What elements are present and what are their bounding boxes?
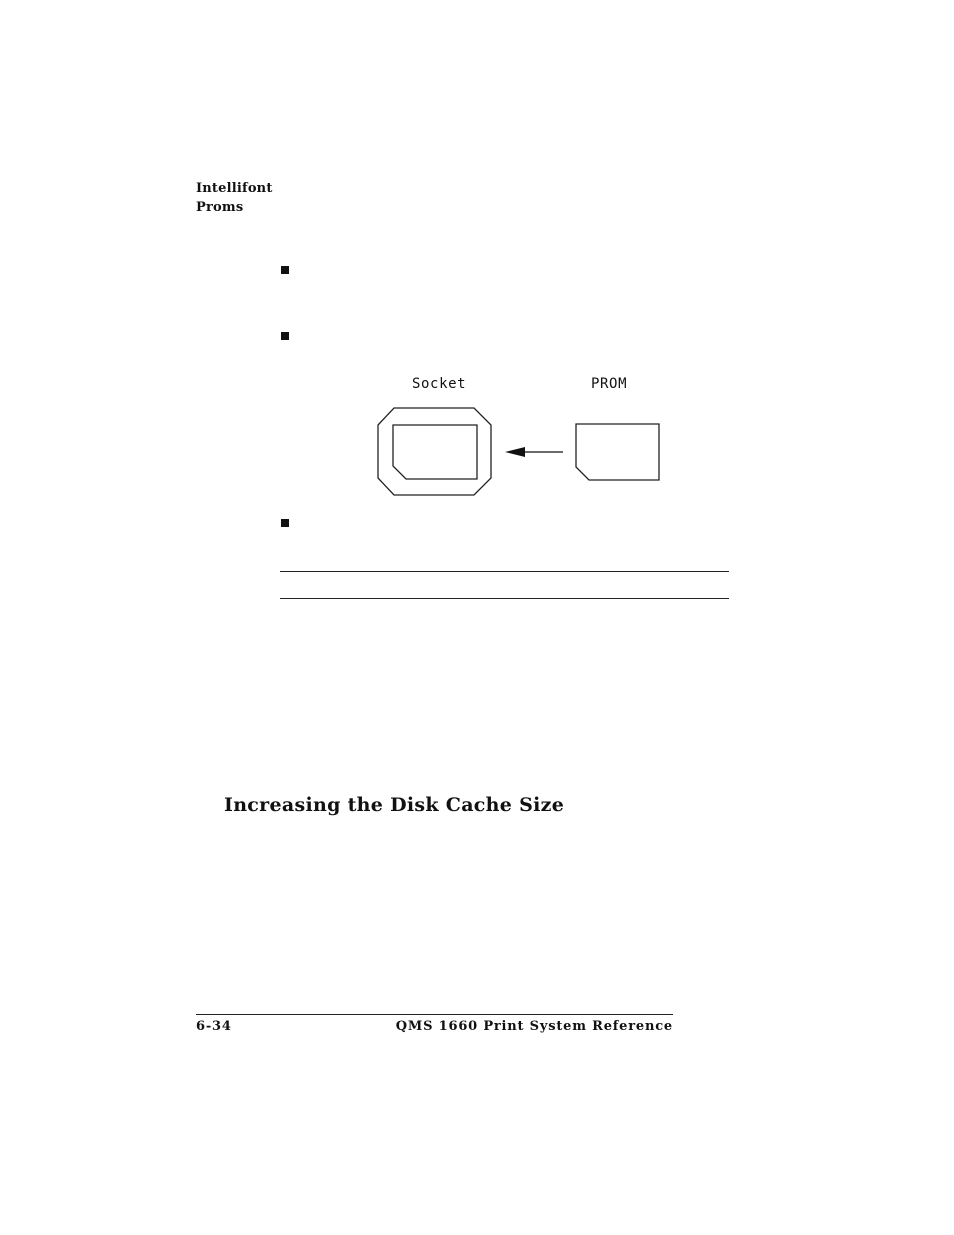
- footer-rule: [196, 1014, 673, 1015]
- margin-heading-line2: Proms: [196, 200, 244, 215]
- page-number: 6-34: [196, 1019, 232, 1034]
- document-title: QMS 1660 Print System Reference: [395, 1019, 673, 1034]
- table-top-rule: [280, 571, 729, 572]
- bullet-marker: [281, 519, 289, 527]
- margin-heading: [196, 179, 273, 217]
- arrow-head: [505, 447, 525, 457]
- section-heading: Increasing the Disk Cache Size: [224, 794, 565, 816]
- socket-cavity: [393, 425, 477, 479]
- bullet-marker: [281, 332, 289, 340]
- socket-outline: [378, 408, 491, 495]
- bullet-marker: [281, 266, 289, 274]
- prom-socket-diagram: [370, 370, 670, 500]
- prom-label: PROM: [591, 376, 628, 392]
- prom-chip: [576, 424, 659, 480]
- table-bottom-rule: [280, 598, 729, 599]
- margin-heading-line1: Intellifont: [196, 181, 273, 196]
- socket-label: Socket: [412, 376, 467, 392]
- prom-socket-figure: [370, 370, 670, 500]
